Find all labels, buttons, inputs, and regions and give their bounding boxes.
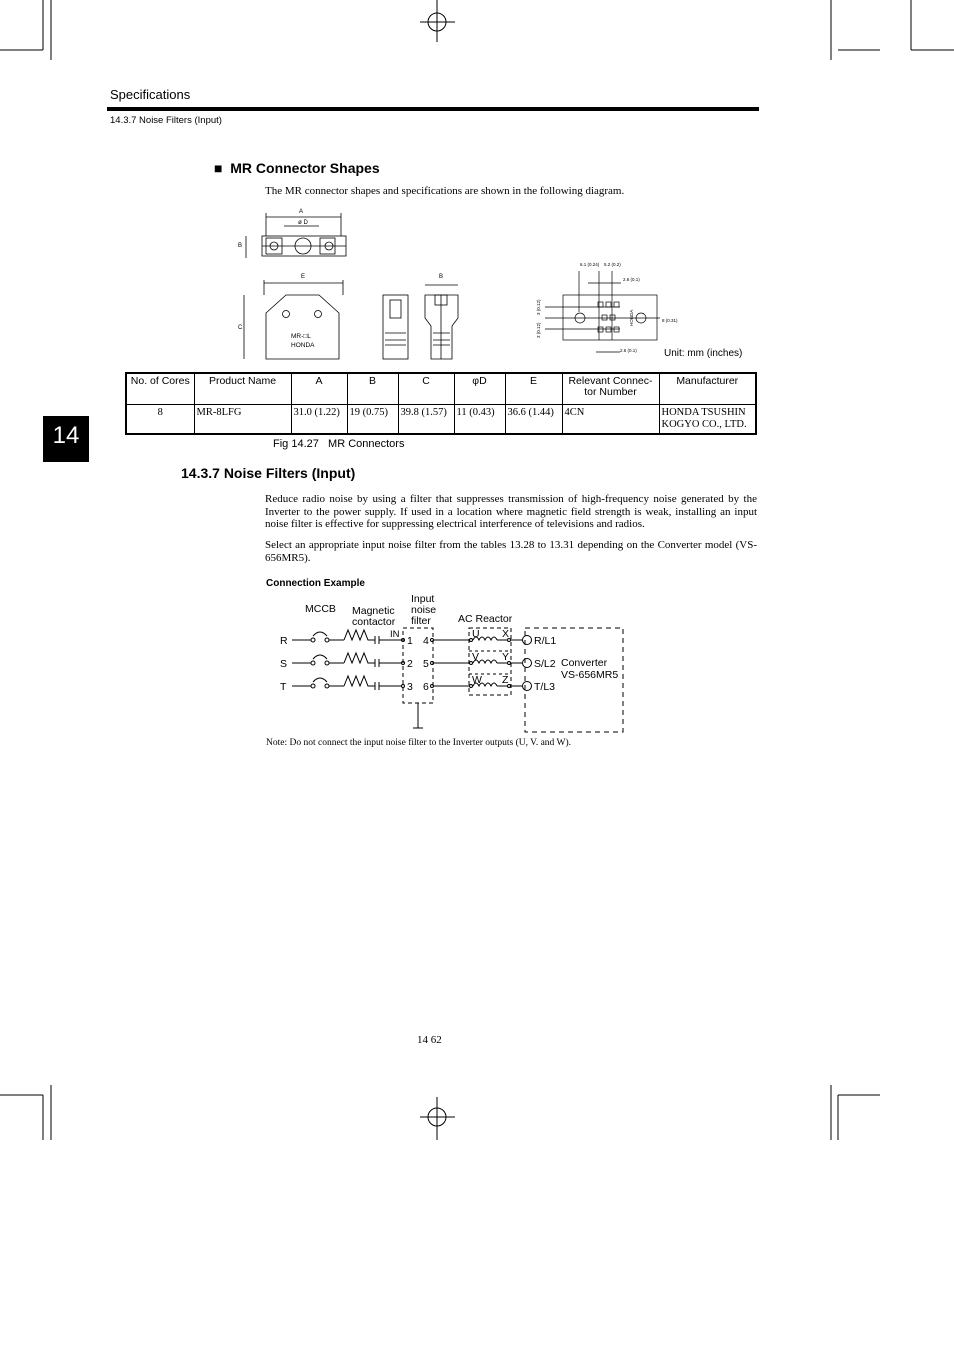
- circuit-labels: [280, 593, 618, 693]
- dim-label-b2: B: [438, 274, 444, 280]
- reactor-z: Z: [502, 674, 509, 686]
- dim-61: 6.1 (0.24): [580, 262, 600, 267]
- col-header: Manufacturer: [659, 373, 756, 405]
- cell-a: 31.0 (1.22): [291, 405, 347, 435]
- terminal-3: 3: [407, 681, 413, 693]
- table-header-row: [126, 373, 756, 405]
- dim-label-a: A: [298, 209, 304, 215]
- dim-label-e: E: [300, 274, 306, 280]
- note: Note: Do not connect the input noise filter to the Inverter outputs (U, V. and W).: [266, 738, 571, 748]
- noise-para-1: Reduce radio noise by using a filter that suppresses transmission of high-frequency noise generated by the Inverter to the power supply. If used in a location where magnetic field strength is weak, installing an input noise filter is effective for suppressing electrical interference of televisions and radios.: [265, 493, 757, 530]
- cell-manufacturer: HONDA TSUSHIN KOGYO CO., LTD.: [659, 405, 756, 435]
- cell-d: 11 (0.43): [454, 405, 505, 435]
- phase-r: R: [280, 635, 288, 647]
- page-number: 14 62: [417, 1034, 442, 1046]
- terminal-6: 6: [423, 681, 429, 693]
- dim-26b: 2.6 (0.1): [620, 348, 637, 353]
- filter-label-2: noise: [411, 604, 437, 616]
- contactor-label-1: Magnetic: [352, 605, 395, 617]
- cell-b: 19 (0.75): [347, 405, 398, 435]
- converter-label: Converter: [561, 657, 608, 669]
- connector-top-view: [246, 213, 346, 258]
- col-header: φD: [454, 373, 505, 405]
- dim-label-b: B: [238, 243, 243, 249]
- col-header: Relevant Connec-tor Number: [562, 373, 659, 405]
- in-label: IN: [390, 629, 400, 640]
- col-header: B: [347, 373, 398, 405]
- terminal-4: 4: [423, 635, 429, 647]
- figure-caption: Fig 14.27 MR Connectors: [273, 438, 405, 450]
- connection-example-heading: Connection Example: [266, 578, 365, 589]
- contactor-label-2: contactor: [352, 616, 396, 628]
- reactor-w: W: [472, 674, 482, 686]
- col-header: C: [398, 373, 454, 405]
- dim-label-c: C: [238, 325, 243, 331]
- table-row: [126, 405, 756, 435]
- mr-section-heading: [214, 160, 380, 176]
- connector-pin-layout: [545, 271, 660, 352]
- mccb-label: MCCB: [305, 603, 336, 615]
- noise-section-title: 14.3.7 Noise Filters (Input): [181, 465, 356, 481]
- cell-e: 36.6 (1.44): [505, 405, 562, 435]
- brand-label: HONDA: [291, 342, 315, 349]
- filter-label-3: filter: [411, 615, 431, 627]
- dim-52: 5.2 (0.2): [604, 262, 621, 267]
- converter-model: VS-656MR5: [561, 669, 619, 681]
- mr-intro: The MR connector shapes and specifications are shown in the following diagram.: [265, 185, 625, 197]
- conv-rl1: R/L1: [534, 635, 557, 647]
- header-subsection: 14.3.7 Noise Filters (Input): [110, 115, 222, 126]
- col-header: E: [505, 373, 562, 405]
- cell-cores: 8: [126, 405, 194, 435]
- col-header: No. of Cores: [126, 373, 194, 405]
- dim-26a: 2.6 (0.1): [623, 277, 640, 282]
- col-header: A: [291, 373, 347, 405]
- dim-3a: 3 (0.12): [536, 299, 541, 315]
- connector-front-view: [244, 280, 458, 359]
- dim-8: 8 (0.31): [662, 318, 678, 323]
- model-label: MR-□L: [291, 333, 311, 340]
- header-rule: [107, 107, 759, 111]
- dim-label-d: ø D: [298, 220, 308, 226]
- conv-sl2: S/L2: [534, 658, 556, 670]
- mr-section-title: MR Connector Shapes: [230, 160, 380, 176]
- noise-para-2: Select an appropriate input noise filter from the tables 13.28 to 13.31 depending on the Converter model (VS-656MR5).: [265, 539, 757, 564]
- conv-tl3: T/L3: [534, 681, 556, 693]
- phase-s: S: [280, 658, 288, 670]
- reactor-v: V: [472, 651, 480, 663]
- terminal-2: 2: [407, 658, 413, 670]
- pin-brand: HONDA: [629, 309, 634, 326]
- bullet-icon: ■: [214, 160, 223, 176]
- unit-label: Unit: mm (inches): [664, 348, 743, 359]
- col-header: Product Name: [194, 373, 291, 405]
- reactor-u: U: [472, 628, 480, 640]
- phase-t: T: [280, 681, 287, 693]
- terminal-5: 5: [423, 658, 429, 670]
- mr-connector-table: [125, 372, 757, 435]
- dim-3b: 3 (0.12): [536, 322, 541, 338]
- filter-label-1: Input: [411, 593, 435, 605]
- terminal-1: 1: [407, 635, 413, 647]
- chapter-tab: 14: [43, 416, 89, 462]
- cell-c: 39.8 (1.57): [398, 405, 454, 435]
- reactor-x: X: [502, 628, 510, 640]
- reactor-y: Y: [502, 651, 510, 663]
- reactor-label: AC Reactor: [458, 613, 513, 625]
- cell-connector: 4CN: [562, 405, 659, 435]
- header-section: Specifications: [110, 87, 191, 102]
- cell-product: MR-8LFG: [194, 405, 291, 435]
